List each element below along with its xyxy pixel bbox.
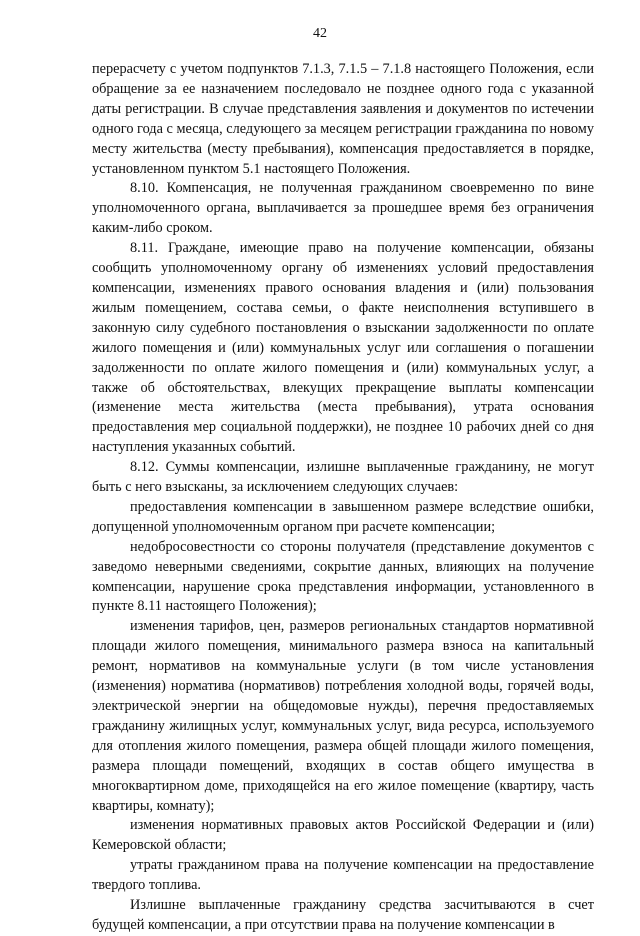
- paragraph-8-11: 8.11. Граждане, имеющие право на получение компенсации, обязаны сообщить уполномоченному органу об изменениях условий предоставления компенсации, изменениях правого основания владения и (или) пользования жилым помещением, состава семьи, о факте неисполнения вступившего в законную силу судебного постановления о взыскании задолженности по оплате жилого помещения и (или) коммунальных услуг или соглашения о погашении задолженности по оплате жилого помещения и (или) коммунальных услуг, а также об обстоятельствах, влекущих прекращение выплаты компенсации (изменение места жительства (места пребывания), утрата основания предоставления мер социальной поддержки), не позднее 10 рабочих дней со дня наступления указанных событий.: [92, 240, 594, 456]
- list-item: изменения нормативных правовых актов Российской Федерации и (или) Кемеровской области;: [92, 817, 594, 854]
- paragraph: перерасчету с учетом подпунктов 7.1.3, 7.1.5 – 7.1.8 настоящего Положения, если обращение за ее назначением последовало не позднее одного года с указанной даты регистрации. В случае представления заявления и документов по истечении одного года с месяца, следующего за месяцем регистрации гражданина по новому месту жительства (месту пребывания), компенсация предоставляется в порядке, установленном пунктом 5.1 настоящего Положения.: [92, 61, 594, 177]
- paragraph-8-10: 8.10. Компенсация, не полученная гражданином своевременно по вине уполномоченного органа, выплачивается за прошедшее время без ограничения каким-либо сроком.: [92, 180, 594, 237]
- paragraph: Излишне выплаченные гражданину средства засчитываются в счет будущей компенсации, а при отсутствии права на получение компенсации в: [92, 897, 594, 933]
- list-item: недобросовестности со стороны получателя (представление документов с заведомо неверными сведениями, сокрытие данных, влияющих на получение компенсации, нарушение срока представления информации, установленного в пункте 8.11 настоящего Положения);: [92, 538, 594, 615]
- document-body: [92, 60, 594, 936]
- list-item: предоставления компенсации в завышенном размере вследствие ошибки, допущенной уполномоченным органом при расчете компенсации;: [92, 498, 594, 535]
- list-item: изменения тарифов, цен, размеров региональных стандартов нормативной площади жилого помещения, минимального размера взноса на капитальный ремонт, нормативов на коммунальные услуги (в том числе установления (изменения) норматива (нормативов) потребления холодной воды, горячей воды, электрической энергии на общедомовые нужды), перечня предоставляемых гражданину жилищных услуг, коммунальных услуг, вида ресурса, используемого для отопления жилого помещения, размера общей площади жилого помещения, размера площади помещений, входящих в состав общего имущества в многоквартирном доме, приходящейся на его жилое помещение (квартиру, часть квартиры, комнату);: [92, 618, 594, 814]
- list-item: утраты гражданином права на получение компенсации на предоставление твердого топлива.: [92, 857, 594, 894]
- page-number: 42: [313, 26, 327, 41]
- paragraph-8-12: 8.12. Суммы компенсации, излишне выплаченные гражданину, не могут быть с него взысканы, за исключением следующих случаев:: [92, 459, 594, 496]
